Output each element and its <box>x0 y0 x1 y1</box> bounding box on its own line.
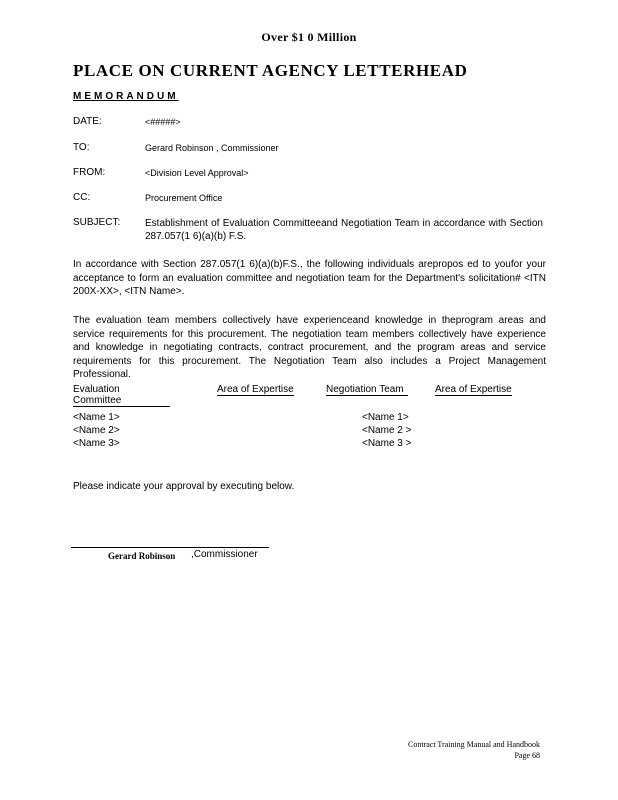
subject-value: Establishment of Evaluation Committeeand Negotiation Team in accordance with Section 287.057(1 6)(a)(b) F.S. <box>145 218 543 242</box>
footer-page-number: Page 68 <box>514 751 540 760</box>
list-item: <Name 3> <box>73 438 120 449</box>
signer-title: ,Commissioner <box>191 549 258 560</box>
cc-value: Procurement Office <box>145 193 223 203</box>
neg-expertise-header: Area of Expertise <box>435 384 512 395</box>
signer-name: Gerard Robinson <box>108 551 176 561</box>
list-item: <Name 3 > <box>362 438 412 449</box>
paragraph-1: In accordance with Section 287.057(1 6)(a)(b)F.S., the following individuals arepropos ed to youfor your acceptance to form an evaluation committee and negotiation team for the Department's solicitation# <ITN 200X-XX>, <ITN Name>. <box>73 259 546 297</box>
memorandum-label: MEMORANDUM <box>73 91 179 102</box>
list-item: <Name 2> <box>73 425 120 436</box>
to-value: Gerard Robinson , Commissioner <box>145 143 279 153</box>
negotiation-team-header: Negotiation Team <box>326 384 408 396</box>
evaluation-committee-header: Evaluation Committee <box>73 384 170 407</box>
list-item: <Name 1> <box>362 412 409 423</box>
list-item: <Name 1> <box>73 412 120 423</box>
from-value: <Division Level Approval> <box>145 168 249 178</box>
eval-expertise-header: Area of Expertise <box>217 384 294 395</box>
subject-label: SUBJECT: <box>73 217 121 228</box>
evaluation-names-list <box>73 411 120 450</box>
list-item: <Name 2 > <box>362 425 412 436</box>
page-footer <box>408 739 540 761</box>
negotiation-names-list <box>362 411 411 450</box>
paragraph-2: The evaluation team members collectively have experienceand knowledge in theprogram areas and service requirements for this procurement. The negotiation team members collectively have experience and knowledge in negotiating contracts, contract procurement, and the program areas and service requirements for this procurement. The Negotiation Team also includes a Project Management Professional. <box>73 315 546 380</box>
date-value: <#####> <box>145 117 181 127</box>
letterhead-title: PLACE ON CURRENT AGENCY LETTERHEAD <box>73 61 468 80</box>
cc-label: CC: <box>73 192 91 203</box>
from-label: FROM: <box>73 167 106 178</box>
signature-line[interactable] <box>71 547 269 548</box>
footer-manual-title: Contract Training Manual and Handbook <box>408 740 540 749</box>
date-label: DATE: <box>73 116 102 127</box>
approval-instruction: Please indicate your approval by executing below. <box>73 481 295 492</box>
top-note: Over $1 0 Million <box>261 30 357 44</box>
to-label: TO: <box>73 142 90 153</box>
